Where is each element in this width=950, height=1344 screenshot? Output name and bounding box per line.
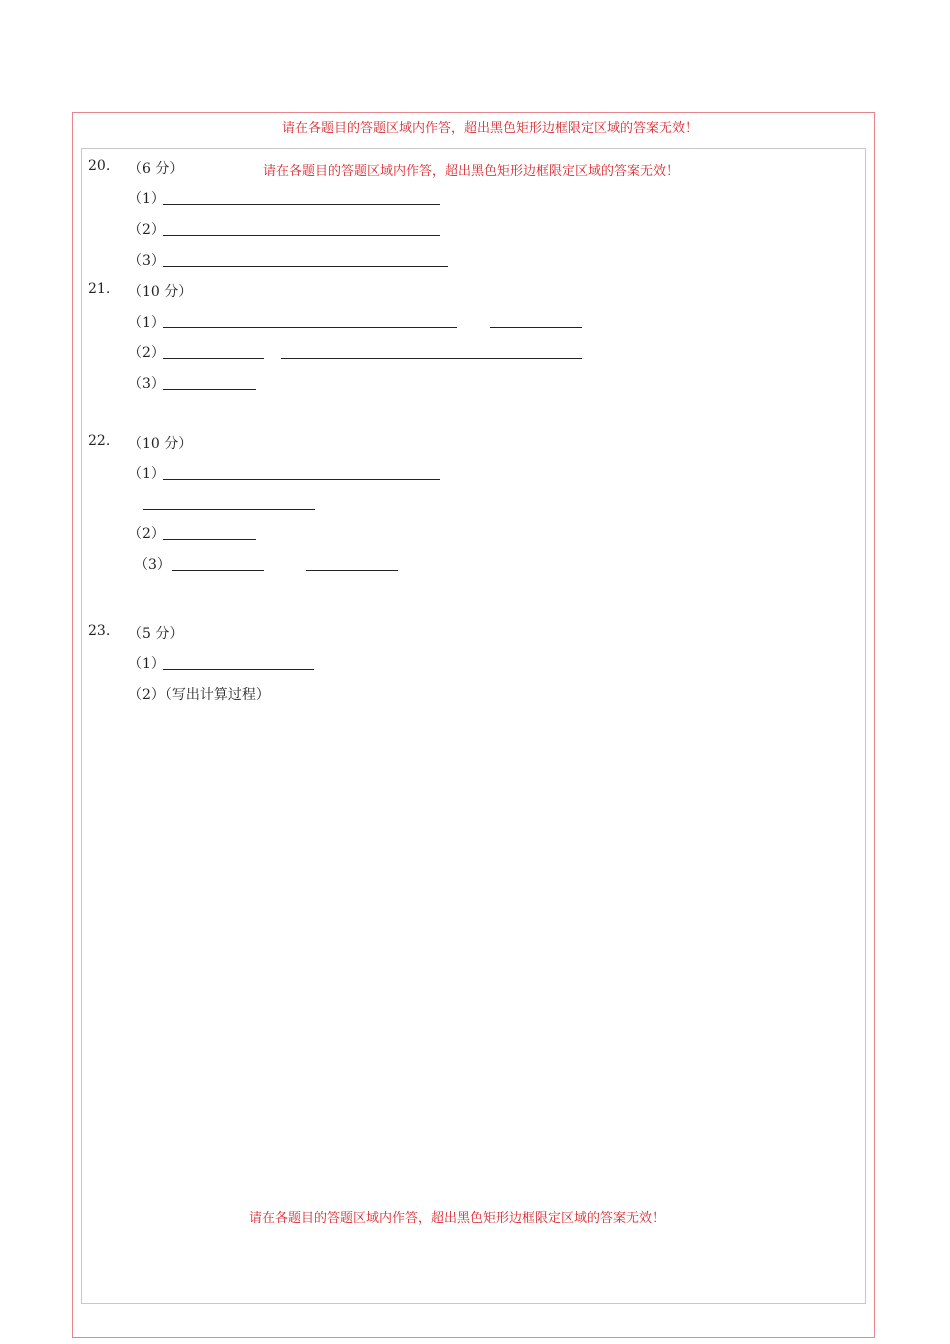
- question-number: 20.: [88, 158, 111, 174]
- calculation-work-area[interactable]: [128, 710, 848, 1190]
- question-number: 21.: [88, 281, 111, 297]
- question-number: 22.: [88, 433, 111, 449]
- part-label: （1）: [128, 315, 165, 331]
- question-score: （5 分）: [128, 626, 184, 642]
- answer-line[interactable]: [306, 570, 398, 571]
- answer-line[interactable]: [163, 479, 440, 480]
- answer-line[interactable]: [281, 358, 582, 359]
- answer-line[interactable]: [163, 204, 440, 205]
- answer-line[interactable]: [163, 539, 256, 540]
- answer-line[interactable]: [163, 327, 457, 328]
- part-label: （3）: [128, 376, 165, 392]
- answer-line[interactable]: [163, 389, 256, 390]
- part-label: （2）: [128, 222, 165, 238]
- part-label: （1）: [128, 656, 165, 672]
- part-label: （1）: [128, 466, 165, 482]
- answer-line[interactable]: [163, 358, 264, 359]
- answer-line[interactable]: [163, 669, 314, 670]
- answer-line[interactable]: [490, 327, 582, 328]
- answer-line[interactable]: [172, 570, 264, 571]
- warning-bottom: 请在各题目的答题区域内作答，超出黑色矩形边框限定区域的答案无效！: [249, 1211, 666, 1226]
- part-label: （1）: [128, 191, 165, 207]
- answer-line[interactable]: [163, 235, 440, 236]
- question-score: （10 分）: [128, 436, 193, 452]
- warning-upper: 请在各题目的答题区域内作答，超出黑色矩形边框限定区域的答案无效！: [263, 164, 680, 179]
- part-label: （2）: [128, 526, 165, 542]
- answer-line[interactable]: [143, 509, 315, 510]
- part-label: （3）: [134, 557, 171, 573]
- part-label: （2）（写出计算过程）: [128, 687, 270, 703]
- part-label: （2）: [128, 345, 165, 361]
- warning-top: 请在各题目的答题区域内作答，超出黑色矩形边框限定区域的答案无效！: [282, 121, 699, 136]
- part-label: （3）: [128, 253, 165, 269]
- question-score: （10 分）: [128, 284, 193, 300]
- question-number: 23.: [88, 623, 111, 639]
- answer-line[interactable]: [163, 266, 448, 267]
- question-score: （6 分）: [128, 161, 184, 177]
